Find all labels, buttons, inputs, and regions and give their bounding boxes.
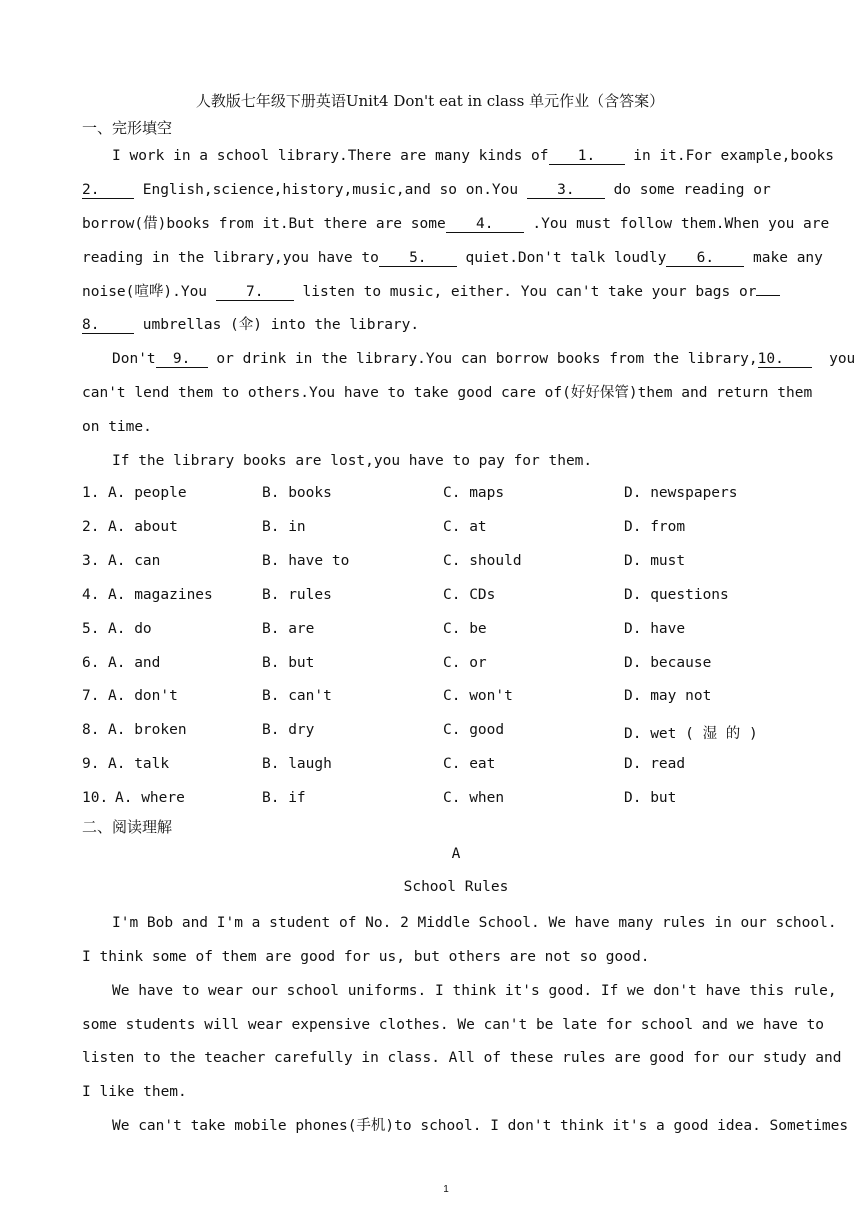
cloze-line: 2. English,science,history,music,and so on.You 3. do some reading or <box>82 182 771 198</box>
option-choice-b: B. books <box>262 485 332 501</box>
option-number: 5. <box>82 620 100 637</box>
option-choice-d: D. must <box>624 552 686 569</box>
option-number: 4. <box>82 586 100 603</box>
passage-letter: A <box>451 846 461 862</box>
option-choice-a: A. about <box>108 518 178 535</box>
option-choice-c: C. be <box>443 620 487 637</box>
blank-2: 2. <box>82 182 134 199</box>
blank-8: 8. <box>82 317 134 334</box>
option-choice-b: B. dry <box>262 722 315 739</box>
option-choice-c: C. when <box>443 790 505 807</box>
option-number: 7. <box>82 688 100 705</box>
blank-5: 5. <box>379 250 457 267</box>
page-title: 人教版七年级下册英语Unit4 Don't eat in class 单元作业（含答案） <box>195 92 665 110</box>
option-choice-d: D. but <box>624 790 677 807</box>
passage-heading: School Rules <box>403 879 509 895</box>
option-choice-c: C. or <box>443 654 487 671</box>
passage-line: I like them. <box>82 1084 187 1100</box>
passage-line: some students will wear expensive clothes. We can't be late for school and we have to <box>82 1017 825 1033</box>
blank-4: 4. <box>446 216 524 233</box>
option-choice-c: C. at <box>443 518 487 535</box>
option-choice-b: B. laugh <box>262 756 332 773</box>
blank-1: 1. <box>549 148 625 165</box>
option-number: 6. <box>82 654 100 671</box>
cloze-line: noise(喧哗).You 7. listen to music, either. You can't take your bags or <box>82 282 780 302</box>
option-choice-d: D. wet ( 湿 的 ) <box>624 726 758 743</box>
option-choice-a: A. magazines <box>108 586 213 603</box>
option-choice-c: C. eat <box>443 756 496 773</box>
passage-line: We can't take mobile phones(手机)to school. I don't think it's a good idea. Sometimes <box>112 1118 849 1134</box>
option-choice-d: D. questions <box>624 586 729 603</box>
cloze-line: borrow(借)books from it.But there are some 4. .You must follow them.When you are <box>82 216 830 232</box>
cloze-line: on time. <box>82 419 152 435</box>
option-choice-d: D. have <box>624 620 686 637</box>
option-choice-d: D. newspapers <box>624 485 738 501</box>
option-choice-a: A. don't <box>108 688 178 705</box>
option-number: 1. <box>82 485 100 501</box>
option-number: 3. <box>82 552 100 569</box>
cloze-line: can't lend them to others.You have to take good care of(好好保管)them and return them <box>82 385 813 401</box>
blank-7: 7. <box>216 284 294 301</box>
option-choice-a: A. can <box>108 552 161 569</box>
option-choice-a: A. broken <box>108 722 187 739</box>
cloze-line: reading in the library,you have to 5. quiet.Don't talk loudly 6. make any <box>82 250 823 266</box>
section-heading-cloze: 一、完形填空 <box>82 119 173 137</box>
option-choice-a: A. do <box>108 620 152 637</box>
option-choice-b: B. can't <box>262 688 332 705</box>
blank-6: 6. <box>666 250 744 267</box>
option-number: 10. <box>82 790 109 807</box>
cloze-line: Don't 9. or drink in the library.You can borrow books from the library,10. you <box>112 351 856 367</box>
blank-10: 10. <box>758 351 812 368</box>
blank-8-start <box>756 295 780 296</box>
option-choice-d: D. may not <box>624 688 712 705</box>
option-choice-a: A. talk <box>108 756 170 773</box>
option-choice-b: B. rules <box>262 586 332 603</box>
passage-line: I'm Bob and I'm a student of No. 2 Middle School. We have many rules in our school. <box>112 915 837 931</box>
option-choice-a: A. where <box>115 790 185 807</box>
option-choice-c: C. should <box>443 552 522 569</box>
passage-line: I think some of them are good for us, but others are not so good. <box>82 949 650 965</box>
option-choice-a: A. people <box>108 485 187 501</box>
option-choice-b: B. are <box>262 620 315 637</box>
cloze-line: If the library books are lost,you have to pay for them. <box>112 453 593 469</box>
passage-line: We have to wear our school uniforms. I think it's good. If we don't have this rule, <box>112 983 837 999</box>
option-choice-a: A. and <box>108 654 161 671</box>
page-number: 1 <box>443 1184 449 1195</box>
cloze-line: I work in a school library.There are many kinds of 1. in it.For example,books <box>112 148 835 164</box>
option-number: 2. <box>82 518 100 535</box>
option-choice-d: D. because <box>624 654 712 671</box>
option-choice-d: D. from <box>624 518 686 535</box>
option-choice-c: C. CDs <box>443 586 496 603</box>
option-choice-b: B. in <box>262 518 306 535</box>
option-choice-c: C. won't <box>443 688 513 705</box>
option-choice-b: B. but <box>262 654 315 671</box>
option-number: 9. <box>82 756 100 773</box>
option-choice-c: C. good <box>443 722 505 739</box>
option-choice-b: B. if <box>262 790 306 807</box>
section-heading-reading: 二、阅读理解 <box>82 818 173 836</box>
blank-3: 3. <box>527 182 605 199</box>
option-choice-c: C. maps <box>443 485 505 501</box>
option-choice-b: B. have to <box>262 552 350 569</box>
blank-9: 9. <box>156 351 208 368</box>
cloze-line: 8. umbrellas (伞) into the library. <box>82 317 420 333</box>
option-choice-d: D. read <box>624 756 686 773</box>
passage-line: listen to the teacher carefully in class. All of these rules are good for our study and <box>82 1050 842 1066</box>
option-number: 8. <box>82 722 100 739</box>
